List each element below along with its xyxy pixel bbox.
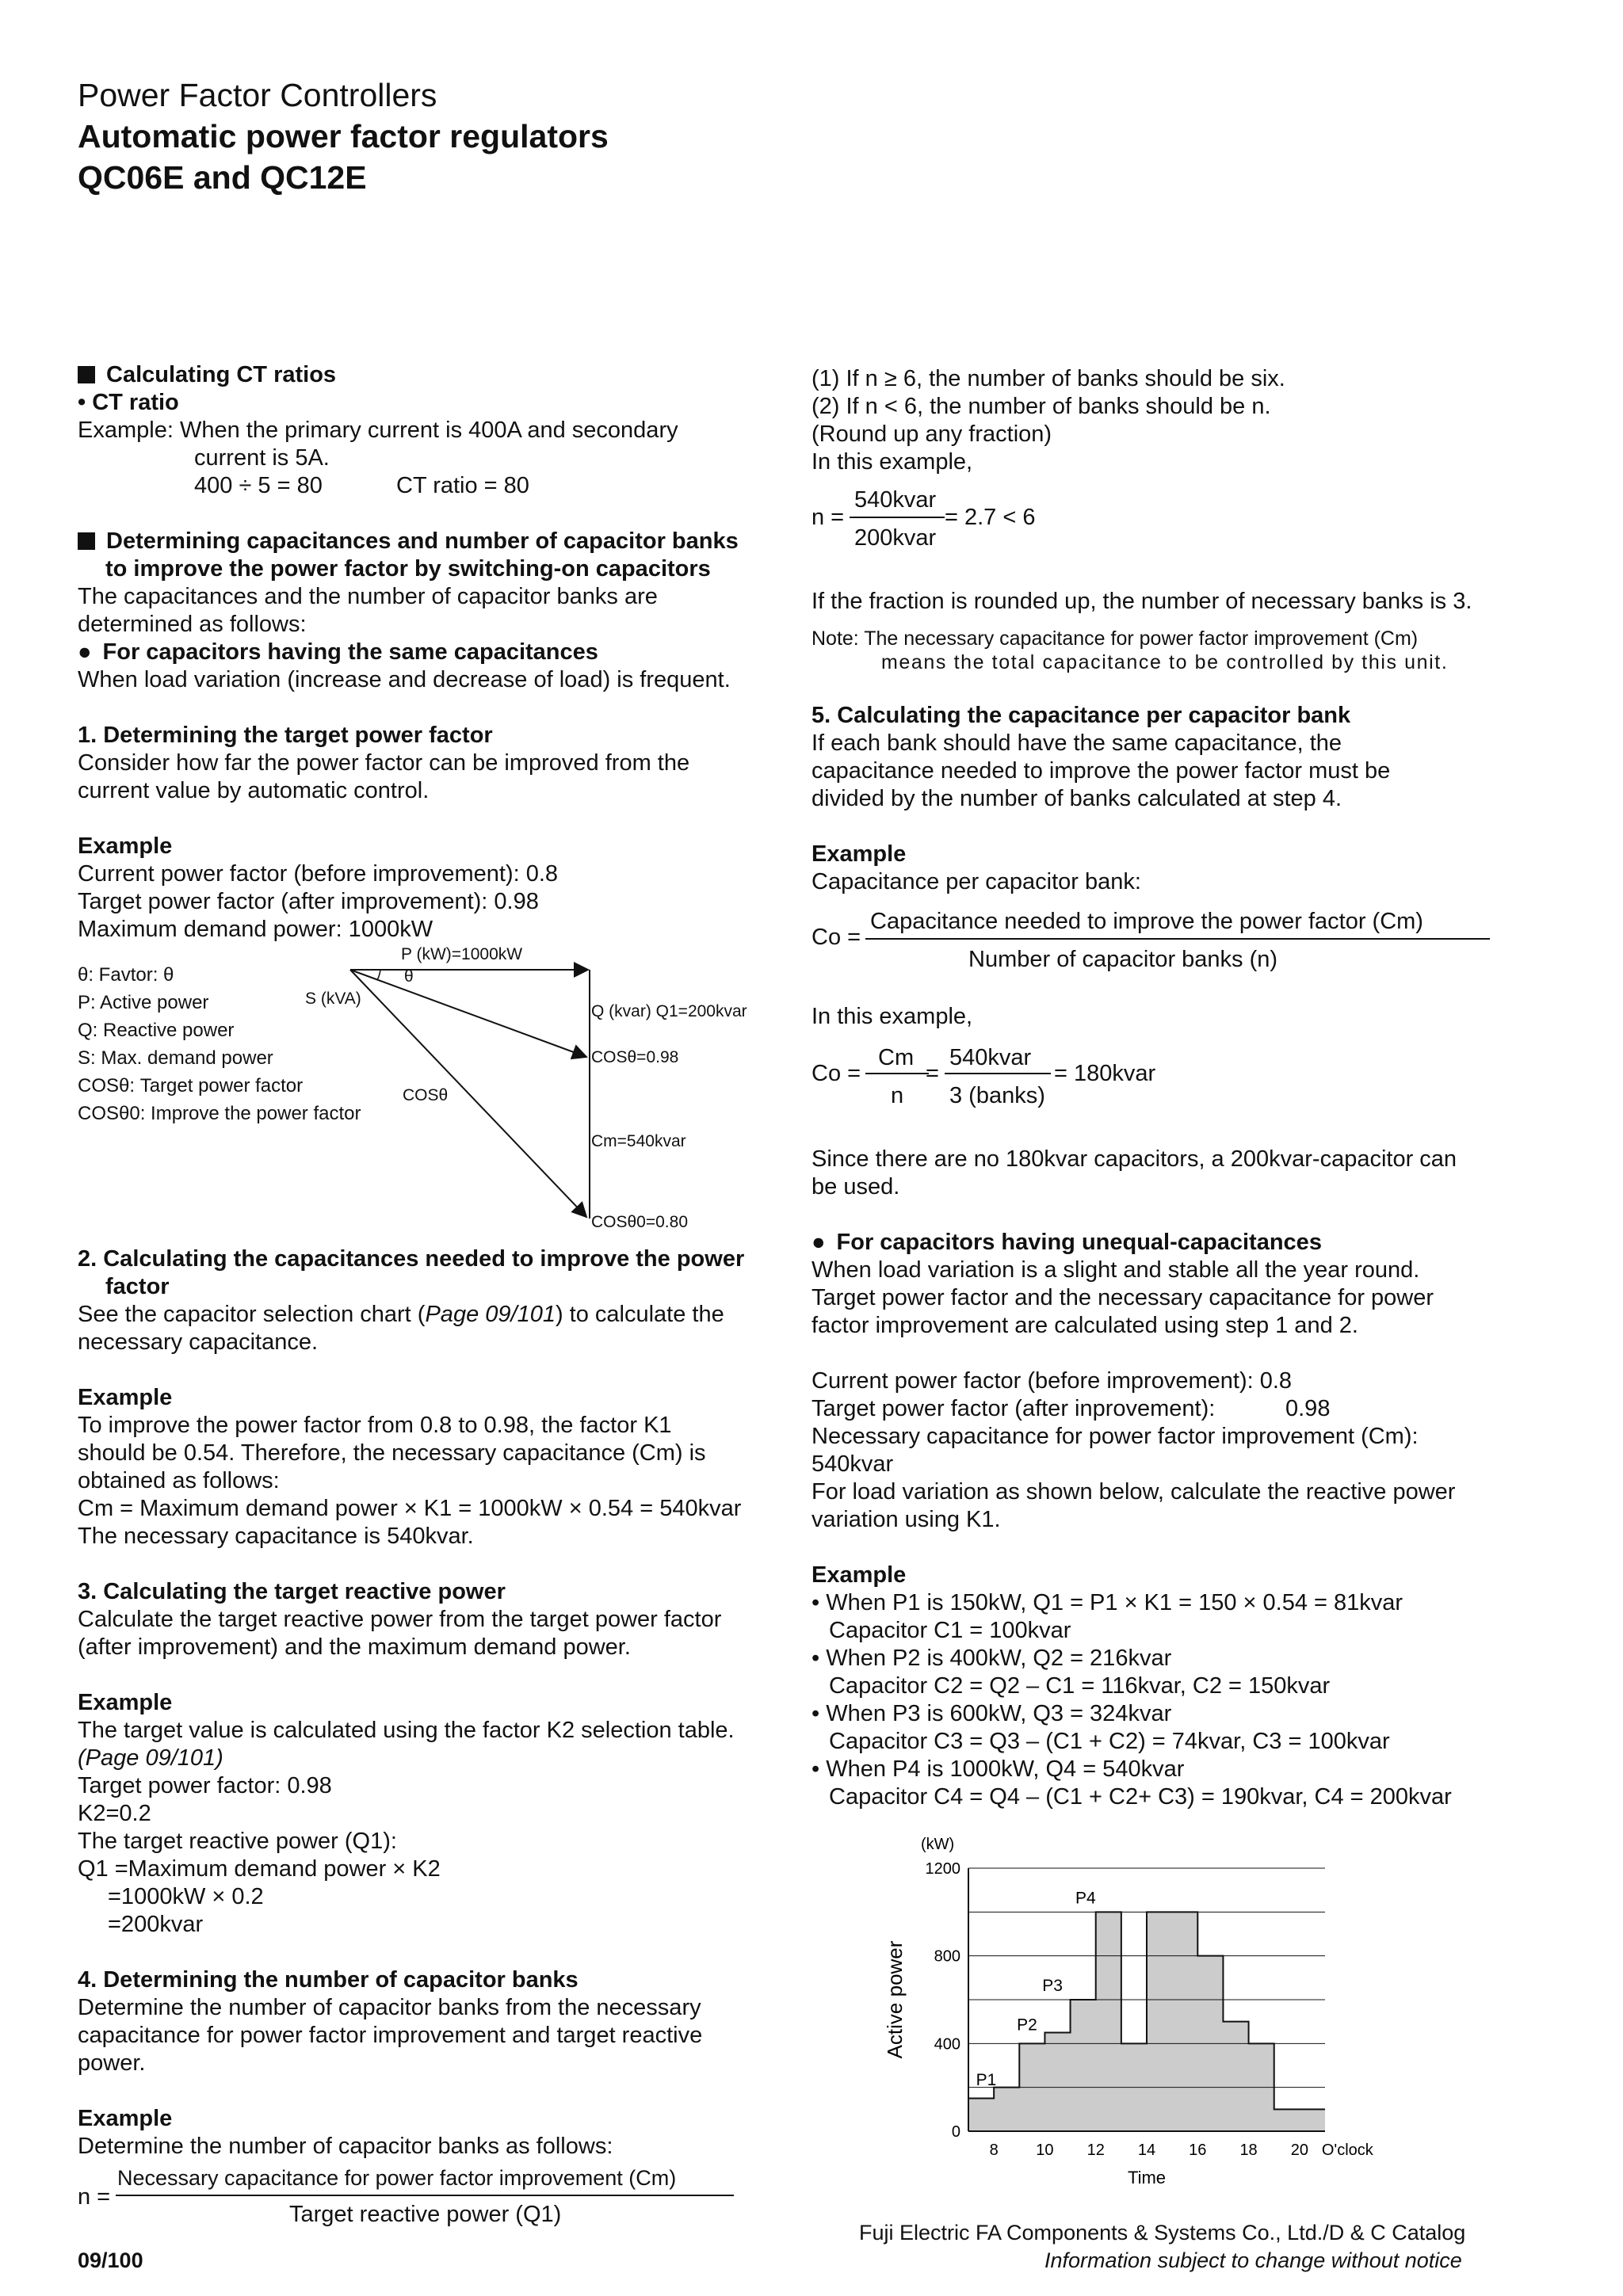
r2: (2) If n < 6, the number of banks should be n. <box>812 394 1271 419</box>
power-vector-diagram <box>333 943 777 1244</box>
s5-p2: capacitance needed to improve the power factor must be <box>812 758 1391 784</box>
s1-p1: Consider how far the power factor can be improved from the <box>78 750 690 776</box>
f2-numerator: 540kvar <box>949 1045 1032 1070</box>
n-result: = 2.7 < 6 <box>945 505 1036 530</box>
s1-e3: Maximum demand power: 1000kW <box>78 917 433 942</box>
square-bullet-icon <box>78 366 95 383</box>
det-heading: Determining capacitances and number of capacitor banks <box>78 528 739 555</box>
co-eq: Co = <box>812 925 861 950</box>
ct-ex3a: 400 ÷ 5 = 80 <box>194 473 323 498</box>
cos098-label: COSθ=0.98 <box>591 1048 679 1066</box>
s4-p2: capacitance for power factor improvement and target reactive <box>78 2023 703 2048</box>
fraction-line <box>865 938 1490 940</box>
s3-example: Example <box>78 1690 173 1715</box>
s2-p2: necessary capacitance. <box>78 1329 319 1355</box>
legend-3: S: Max. demand power <box>78 1047 273 1069</box>
ct-ex2: current is 5A. <box>194 445 330 471</box>
fraction-line <box>865 1073 929 1074</box>
uneq-x7: • When P4 is 1000kW, Q4 = 540kvar <box>812 1756 1185 1782</box>
uneq-x6: Capacitor C3 = Q3 – (C1 + C2) = 74kvar, C3 = 100kvar <box>829 1729 1390 1754</box>
s5-heading: 5. Calculating the capacitance per capacitor bank <box>812 703 1351 728</box>
x-tick-label: 16 <box>1189 2142 1207 2159</box>
co-result: = 180kvar <box>1054 1061 1156 1086</box>
ct-ex1: Example: When the primary current is 400A and secondary <box>78 418 678 443</box>
s3-e1: The target value is calculated using the factor K2 selection table. <box>78 1718 735 1743</box>
s2-e4: Cm = Maximum demand power × K1 = 1000kW × 0.54 = 540kvar <box>78 1496 742 1521</box>
note2: means the total capacitance to be controlled by this unit. <box>881 651 1449 673</box>
y-axis-label: Active power <box>883 1940 907 2059</box>
uneq-c6: variation using K1. <box>812 1507 1001 1532</box>
cos080-label: COSθ0=0.80 <box>591 1213 689 1231</box>
y-tick-label: 800 <box>934 1947 960 1966</box>
active-power-chart <box>880 1830 1434 2191</box>
r4: In this example, <box>812 449 973 475</box>
annotation-p1: P1 <box>976 2070 997 2089</box>
legend-1: P: Active power <box>78 992 209 1013</box>
n-denominator: 200kvar <box>854 525 937 551</box>
det-heading2: to improve the power factor by switching-on capacitors <box>105 556 711 582</box>
s5-e4: be used. <box>812 1174 900 1199</box>
s1-p2: current value by automatic control. <box>78 778 430 803</box>
cos-label: COSθ <box>403 1086 449 1104</box>
uneq-c2a: Target power factor (after inprovement): <box>812 1396 1216 1421</box>
s4-heading: 4. Determining the number of capacitor banks <box>78 1967 579 1993</box>
header-line1: Power Factor Controllers <box>78 77 437 113</box>
det-p2: determined as follows: <box>78 612 307 637</box>
co-denominator: Number of capacitor banks (n) <box>968 947 1278 972</box>
dot-bullet-icon: ● <box>78 639 92 665</box>
uneq-x1: • When P1 is 150kW, Q1 = P1 × K1 = 150 × 0.54 = 81kvar <box>812 1590 1403 1615</box>
s3-p2: (after improvement) and the maximum demand power. <box>78 1634 631 1660</box>
r5: If the fraction is rounded up, the number of necessary banks is 3. <box>812 589 1472 614</box>
annotation-p4: P4 <box>1075 1889 1096 1908</box>
x-tick-label: 12 <box>1086 2142 1105 2159</box>
ct-ex3b: CT ratio = 80 <box>396 473 529 498</box>
s4-numerator: Necessary capacitance for power factor improvement (Cm) <box>117 2166 677 2190</box>
x-tick-label: 14 <box>1137 2142 1156 2159</box>
x-unit-label: O'clock <box>1321 2142 1373 2159</box>
s3-e4: K2=0.2 <box>78 1801 151 1826</box>
uneq-c3: Necessary capacitance for power factor improvement (Cm): <box>812 1424 1419 1449</box>
uneq-p3: factor improvement are calculated using step 1 and 2. <box>812 1313 1358 1338</box>
uneq-example: Example <box>812 1562 907 1588</box>
uneq-x3: • When P2 is 400kW, Q2 = 216kvar <box>812 1646 1172 1671</box>
s4-e1: Determine the number of capacitor banks as follows: <box>78 2134 613 2159</box>
footer-company: Fuji Electric FA Components & Systems Co., Ltd./D & C Catalog <box>859 2221 1466 2245</box>
ct-sub: • CT ratio <box>78 390 179 415</box>
s2-e5: The necessary capacitance is 540kvar. <box>78 1524 474 1549</box>
dot-bullet-icon: ● <box>812 1230 826 1255</box>
legend-2: Q: Reactive power <box>78 1020 235 1041</box>
header-line3: QC06E and QC12E <box>78 159 367 196</box>
header-line2: Automatic power factor regulators <box>78 118 609 154</box>
uneq-x2: Capacitor C1 = 100kvar <box>829 1618 1071 1643</box>
uneq-p2: Target power factor and the necessary capacitance for power <box>812 1285 1434 1310</box>
det-bullet: ● For capacitors having the same capacitances <box>78 639 598 665</box>
annotation-p3: P3 <box>1042 1976 1063 1995</box>
ct-heading: Calculating CT ratios <box>78 361 336 388</box>
note1: Note: The necessary capacitance for power factor improvement (Cm) <box>812 627 1419 650</box>
uneq-c4: 540kvar <box>812 1451 894 1477</box>
uneq-p1: When load variation is a slight and stable all the year round. <box>812 1257 1420 1283</box>
uneq-x5: • When P3 is 600kW, Q3 = 324kvar <box>812 1701 1172 1726</box>
theta-label: θ <box>404 967 414 986</box>
x-tick-label: 18 <box>1239 2142 1258 2159</box>
det-p1: The capacitances and the number of capacitor banks are <box>78 584 658 609</box>
co2-eq: Co = <box>812 1061 861 1086</box>
n-numerator: 540kvar <box>854 487 937 513</box>
s4-example: Example <box>78 2106 173 2131</box>
footer-notice: Information subject to change without notice <box>1044 2248 1462 2272</box>
det-p3: When load variation (increase and decrease of load) is frequent. <box>78 667 731 692</box>
s2-heading: 2. Calculating the capacitances needed to improve the power <box>78 1246 745 1272</box>
s3-e6: Q1 =Maximum demand power × K2 <box>78 1856 441 1882</box>
y-unit-label: (kW) <box>921 1836 955 1853</box>
co-numerator: Capacitance needed to improve the power factor (Cm) <box>870 909 1423 934</box>
annotation-p2: P2 <box>1017 2016 1037 2035</box>
r1: (1) If n ≥ 6, the number of banks should be six. <box>812 366 1285 391</box>
n-eq: n = <box>812 505 845 530</box>
s3-heading: 3. Calculating the target reactive power <box>78 1579 506 1604</box>
x-tick-label: 10 <box>1036 2142 1054 2159</box>
page-number: 09/100 <box>78 2248 143 2272</box>
uneq-x4: Capacitor C2 = Q2 – C1 = 116kvar, C2 = 150kvar <box>829 1673 1331 1699</box>
theta-arc <box>377 970 380 980</box>
f1-denominator: n <box>891 1083 904 1108</box>
s5-e1: Capacitance per capacitor bank: <box>812 869 1141 894</box>
s-label: S (kVA) <box>305 990 361 1008</box>
legend-5: COSθ0: Improve the power factor <box>78 1103 361 1124</box>
uneq-x8: Capacitor C4 = Q4 – (C1 + C2+ C3) = 190kvar, C4 = 200kvar <box>829 1784 1452 1810</box>
fraction-line <box>116 2195 734 2196</box>
legend-0: θ: Favtor: θ <box>78 964 174 986</box>
page-ref-link[interactable]: Page 09/101 <box>425 1302 556 1327</box>
s4-p3: power. <box>78 2050 146 2076</box>
s3-e7: =1000kW × 0.2 <box>108 1884 264 1909</box>
s1-heading: 1. Determining the target power factor <box>78 723 493 748</box>
fraction-line <box>850 517 945 518</box>
f1-numerator: Cm <box>878 1045 915 1070</box>
x-tick-label: 20 <box>1290 2142 1308 2159</box>
y-tick-label: 0 <box>951 2123 960 2141</box>
s5-e2: In this example, <box>812 1004 973 1029</box>
f2-denominator: 3 (banks) <box>949 1083 1045 1108</box>
uneq-c2b: 0.98 <box>1285 1396 1331 1421</box>
s2-heading2: factor <box>105 1274 170 1299</box>
s5-e3: Since there are no 180kvar capacitors, a 200kvar-capacitor can <box>812 1146 1457 1172</box>
s1-example: Example <box>78 833 173 859</box>
q-label: Q (kvar) Q1=200kvar <box>591 1002 747 1020</box>
s4-p1: Determine the number of capacitor banks from the necessary <box>78 1995 701 2020</box>
s3-e3: Target power factor: 0.98 <box>78 1773 332 1798</box>
s2-e1: To improve the power factor from 0.8 to 0.98, the factor K1 <box>78 1413 672 1438</box>
s2-example: Example <box>78 1385 173 1410</box>
s-vector-080 <box>350 970 586 1217</box>
r3: (Round up any fraction) <box>812 421 1052 447</box>
fraction-line <box>945 1073 1051 1074</box>
s3-e8: =200kvar <box>108 1912 204 1937</box>
y-tick-label: 400 <box>934 2035 960 2054</box>
s2-e3: obtained as follows: <box>78 1468 280 1493</box>
s1-e2: Target power factor (after improvement): 0.98 <box>78 889 539 914</box>
s2-e2: should be 0.54. Therefore, the necessary capacitance (Cm) is <box>78 1440 706 1466</box>
s5-p3: divided by the number of banks calculated at step 4. <box>812 786 1342 811</box>
s5-p1: If each bank should have the same capacitance, the <box>812 730 1342 756</box>
p-label: P (kW)=1000kW <box>401 945 523 963</box>
s3-p1: Calculate the target reactive power from the target power factor <box>78 1607 722 1632</box>
y-tick-label: 1200 <box>925 1860 960 1878</box>
s4-denominator: Target reactive power (Q1) <box>289 2202 562 2227</box>
x-tick-label: 8 <box>989 2142 999 2159</box>
s2-p1: See the capacitor selection chart (Page 09/101) to calculate the <box>78 1302 724 1327</box>
s5-example: Example <box>812 841 907 867</box>
s3-e2: (Page 09/101) <box>78 1745 223 1771</box>
legend-4: COSθ: Target power factor <box>78 1075 304 1097</box>
s-vector-098 <box>350 970 586 1057</box>
uneq-c5: For load variation as shown below, calculate the reactive power <box>812 1479 1456 1505</box>
eq-sign: = <box>926 1061 939 1086</box>
s3-e5: The target reactive power (Q1): <box>78 1829 397 1854</box>
s4-n: n = <box>78 2184 111 2210</box>
x-axis-label: Time <box>1127 2168 1167 2187</box>
s1-e1: Current power factor (before improvement): 0.8 <box>78 861 559 887</box>
uneq-c1: Current power factor (before improvement): 0.8 <box>812 1368 1293 1394</box>
uneq-heading: ● For capacitors having unequal-capacitances <box>812 1230 1322 1255</box>
cm-label: Cm=540kvar <box>591 1132 686 1150</box>
square-bullet-icon <box>78 532 95 550</box>
